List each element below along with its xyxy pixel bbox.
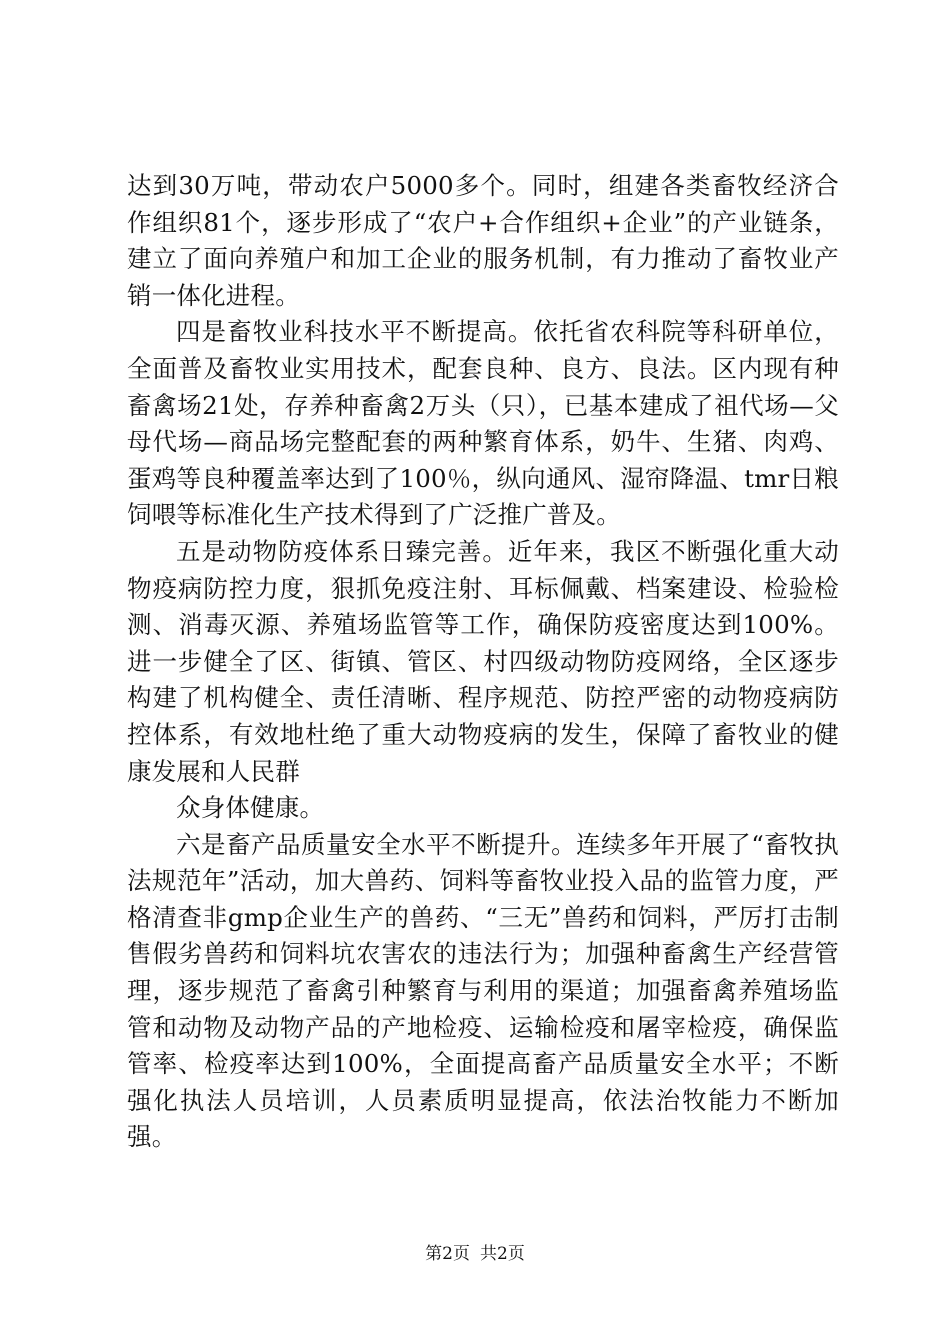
page-footer [0,1243,950,1265]
paragraph-3: 五是动物防疫体系日臻完善。近年来，我区不断强化重大动物疫病防控力度，狠抓免疫注射、耳标佩戴、档案建设、检验检测、消毒灭源、养殖场监管等工作，确保防疫密度达到100%。进一步健全了区、街镇、管区、村四级动物防疫网络，全区逐步构建了机构健全、责任清晰、程序规范、防控严密的动物疫病防控体系，有效地杜绝了重大动物疫病的发生，保障了畜牧业的健康发展和人民群 [127,536,839,786]
page-number: 第2页 [425,1244,470,1264]
document-body [127,168,839,1156]
paragraph-4: 众身体健康。 [176,793,325,823]
paragraph-1: 达到30万吨，带动农户5000多个。同时，组建各类畜牧经济合作组织81个，逐步形成了“农户+合作组织+企业”的产业链条，建立了面向养殖户和加工企业的服务机制，有力推动了畜牧业产销一体化进程。 [127,171,839,310]
paragraph-5: 六是畜产品质量安全水平不断提升。连续多年开展了“畜牧执法规范年”活动，加大兽药、饲料等畜牧业投入品的监管力度，严格清查非gmp企业生产的兽药、“三无”兽药和饲料，严厉打击制售假劣兽药和饲料坑农害农的违法行为；加强种畜禽生产经营管理，逐步规范了畜禽引种繁育与利用的渠道；加强畜禽养殖场监管和动物及动物产品的产地检疫、运输检疫和屠宰检疫，确保监管率、检疫率达到100%，全面提高畜产品质量安全水平；不断强化执法人员培训，人员素质明显提高，依法治牧能力不断加强。 [127,829,839,1152]
paragraph-2: 四是畜牧业科技水平不断提高。依托省农科院等科研单位，全面普及畜牧业实用技术，配套良种、良方、良法。区内现有种畜禽场21处，存养种畜禽2万头（只），已基本建成了祖代场—父母代场—商品场完整配套的两种繁育体系，奶牛、生猪、肉鸡、蛋鸡等良种覆盖率达到了100％，纵向通风、湿帘降温、tmr日粮饲喂等标准化生产技术得到了广泛推广普及。 [127,317,839,530]
page-total: 共2页 [480,1244,525,1264]
